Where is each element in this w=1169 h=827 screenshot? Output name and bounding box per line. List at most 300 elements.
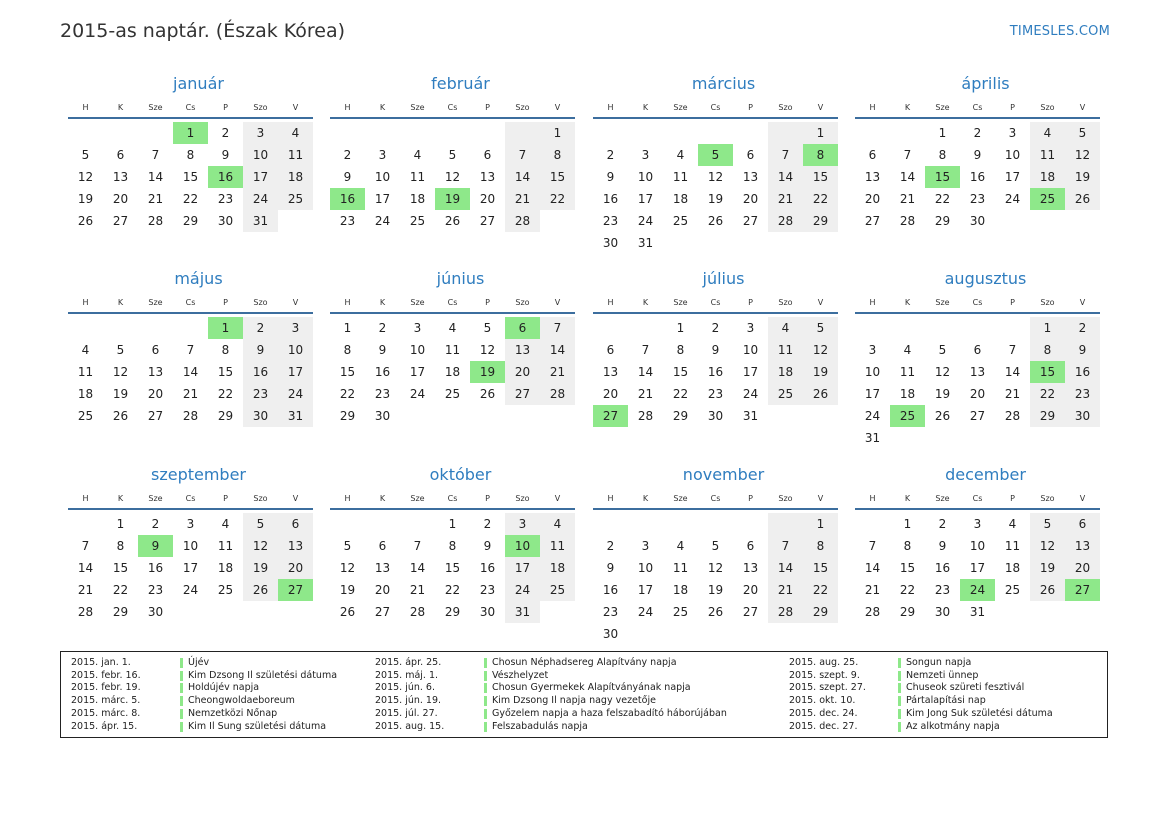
day-cell: 31 xyxy=(505,601,540,623)
weekday-label: Szo xyxy=(515,298,530,307)
day-cell: 20 xyxy=(147,387,164,401)
weekday-label: H xyxy=(869,103,876,112)
days-grid xyxy=(330,513,575,623)
day-cell: 1 xyxy=(343,321,352,335)
day-cell: 28 xyxy=(77,605,94,619)
day-cell: 17 xyxy=(409,365,426,379)
empty-day-cell xyxy=(995,317,1030,339)
empty-day-cell xyxy=(663,122,698,144)
day-cell: 11 xyxy=(672,170,689,184)
month-calendar xyxy=(330,464,575,623)
day-cell: 24 xyxy=(505,579,540,601)
day-cell: 18 xyxy=(77,387,94,401)
holiday-name: Nemzeti ünnep xyxy=(906,669,979,681)
holiday-list xyxy=(60,651,1108,738)
holiday-row xyxy=(789,657,1053,670)
day-cell: 30 xyxy=(969,214,986,228)
day-cell: 13 xyxy=(1065,535,1100,557)
day-cell: 5 xyxy=(243,513,278,535)
day-cell: 19 xyxy=(707,583,724,597)
day-cell: 14 xyxy=(540,339,575,361)
weekday-label: Sze xyxy=(673,103,688,112)
day-cell: 9 xyxy=(378,343,387,357)
day-cell: 26 xyxy=(444,214,461,228)
holiday-date: 2015. szept. 27. xyxy=(789,682,866,694)
holiday-column xyxy=(71,657,337,733)
weekday-label: H xyxy=(607,103,614,112)
day-cell: 17 xyxy=(969,561,986,575)
day-cell: 7 xyxy=(641,343,650,357)
holiday-name: Felszabadulás napja xyxy=(492,720,588,732)
day-cell: 29 xyxy=(112,605,129,619)
day-cell: 4 xyxy=(448,321,457,335)
day-cell: 3 xyxy=(1008,126,1017,140)
day-cell: 12 xyxy=(1065,144,1100,166)
weekday-header xyxy=(593,99,838,119)
day-cell: 4 xyxy=(676,148,685,162)
day-cell: 5 xyxy=(711,539,720,553)
day-cell: 11 xyxy=(540,535,575,557)
day-cell: 2 xyxy=(221,126,230,140)
day-cell: 30 xyxy=(934,605,951,619)
day-cell: 13 xyxy=(112,170,129,184)
empty-day-cell xyxy=(855,513,890,535)
day-cell: 26 xyxy=(243,579,278,601)
weekday-label: Szo xyxy=(778,298,793,307)
day-cell: 19 xyxy=(1030,557,1065,579)
day-cell: 27 xyxy=(742,214,759,228)
day-cell: 15 xyxy=(444,561,461,575)
day-cell: 29 xyxy=(803,210,838,232)
day-cell: 2 xyxy=(378,321,387,335)
day-cell: 2 xyxy=(151,517,160,531)
weekday-label: Sze xyxy=(148,298,163,307)
day-cell: 13 xyxy=(278,535,313,557)
day-cell: 17 xyxy=(505,557,540,579)
weekday-label: V xyxy=(292,103,299,112)
holiday-row xyxy=(789,721,1053,734)
holiday-marker xyxy=(180,722,183,732)
day-cell: 2 xyxy=(343,148,352,162)
holiday-name: Kim Jong Suk születési dátuma xyxy=(906,707,1053,719)
day-cell: 6 xyxy=(378,539,387,553)
day-cell: 20 xyxy=(278,557,313,579)
month-calendar xyxy=(68,73,313,232)
weekday-label: K xyxy=(904,103,911,112)
weekday-label: Sze xyxy=(410,103,425,112)
day-cell: 5 xyxy=(483,321,492,335)
holiday-date: 2015. okt. 10. xyxy=(789,695,856,707)
day-cell: 21 xyxy=(1004,387,1021,401)
weekday-label: Szo xyxy=(778,103,793,112)
holiday-name: Chosun Néphadsereg Alapítvány napja xyxy=(492,657,677,668)
day-cell: 7 xyxy=(768,144,803,166)
day-cell: 1 xyxy=(803,122,838,144)
day-cell: 4 xyxy=(676,539,685,553)
day-cell: 2 xyxy=(938,517,947,531)
holiday-day-cell: 15 xyxy=(925,166,960,188)
weekday-label: K xyxy=(117,298,124,307)
day-cell: 23 xyxy=(217,192,234,206)
day-cell: 10 xyxy=(409,343,426,357)
holiday-day-cell: 27 xyxy=(278,579,313,601)
day-cell: 20 xyxy=(112,192,129,206)
days-grid xyxy=(593,122,838,254)
day-cell: 28 xyxy=(505,210,540,232)
day-cell: 24 xyxy=(409,387,426,401)
day-cell: 3 xyxy=(641,539,650,553)
weekday-label: H xyxy=(607,298,614,307)
day-cell: 15 xyxy=(217,365,234,379)
day-cell: 26 xyxy=(803,383,838,405)
site-link[interactable]: TIMESLES.COM xyxy=(1009,24,1110,39)
weekday-label: K xyxy=(379,298,386,307)
day-cell: 23 xyxy=(707,387,724,401)
holiday-marker xyxy=(898,696,901,706)
day-cell: 22 xyxy=(1030,383,1065,405)
day-cell: 8 xyxy=(803,535,838,557)
day-cell: 14 xyxy=(768,557,803,579)
day-cell: 24 xyxy=(742,387,759,401)
day-cell: 23 xyxy=(374,387,391,401)
day-cell: 25 xyxy=(409,214,426,228)
day-cell: 11 xyxy=(409,170,426,184)
day-cell: 2 xyxy=(483,517,492,531)
empty-day-cell xyxy=(593,317,628,339)
empty-day-cell xyxy=(330,513,365,535)
day-cell: 28 xyxy=(409,605,426,619)
weekday-label: P xyxy=(485,103,490,112)
day-cell: 25 xyxy=(672,214,689,228)
empty-day-cell xyxy=(768,513,803,535)
day-cell: 28 xyxy=(899,214,916,228)
weekday-label: Szo xyxy=(1040,103,1055,112)
day-cell: 26 xyxy=(479,387,496,401)
day-cell: 14 xyxy=(147,170,164,184)
day-cell: 10 xyxy=(637,170,654,184)
holiday-row xyxy=(71,708,337,721)
day-cell: 25 xyxy=(217,583,234,597)
weekday-header xyxy=(855,294,1100,314)
month-name: augusztus xyxy=(944,269,1027,288)
day-cell: 25 xyxy=(1004,583,1021,597)
day-cell: 17 xyxy=(637,192,654,206)
month-name: május xyxy=(174,269,223,288)
day-cell: 10 xyxy=(864,365,881,379)
day-cell: 22 xyxy=(217,387,234,401)
day-cell: 10 xyxy=(374,170,391,184)
day-cell: 23 xyxy=(479,583,496,597)
day-cell: 11 xyxy=(278,144,313,166)
day-cell: 10 xyxy=(1004,148,1021,162)
holiday-row xyxy=(789,708,1053,721)
day-cell: 9 xyxy=(606,170,615,184)
day-cell: 8 xyxy=(116,539,125,553)
day-cell: 28 xyxy=(637,409,654,423)
holiday-day-cell: 16 xyxy=(208,166,243,188)
day-cell: 5 xyxy=(343,539,352,553)
weekday-label: Szo xyxy=(1040,494,1055,503)
weekday-header xyxy=(68,490,313,510)
day-cell: 2 xyxy=(606,148,615,162)
day-cell: 10 xyxy=(243,144,278,166)
holiday-column xyxy=(375,657,727,733)
day-cell: 26 xyxy=(339,605,356,619)
day-cell: 19 xyxy=(112,387,129,401)
day-cell: 20 xyxy=(479,192,496,206)
day-cell: 24 xyxy=(278,383,313,405)
day-cell: 11 xyxy=(1030,144,1065,166)
day-cell: 3 xyxy=(278,317,313,339)
weekday-label: K xyxy=(379,103,386,112)
holiday-marker xyxy=(898,683,901,693)
day-cell: 13 xyxy=(505,339,540,361)
empty-day-cell xyxy=(925,317,960,339)
day-cell: 25 xyxy=(540,579,575,601)
day-cell: 6 xyxy=(746,539,755,553)
day-cell: 11 xyxy=(1004,539,1021,553)
holiday-marker xyxy=(180,683,183,693)
day-cell: 1 xyxy=(116,517,125,531)
holiday-row xyxy=(71,695,337,708)
weekday-label: V xyxy=(1079,103,1086,112)
day-cell: 5 xyxy=(803,317,838,339)
day-cell: 11 xyxy=(77,365,94,379)
weekday-label: H xyxy=(344,298,351,307)
day-cell: 9 xyxy=(483,539,492,553)
holiday-day-cell: 16 xyxy=(330,188,365,210)
day-cell: 15 xyxy=(182,170,199,184)
day-cell: 27 xyxy=(742,605,759,619)
day-cell: 7 xyxy=(868,539,877,553)
holiday-marker xyxy=(898,658,901,668)
day-cell: 7 xyxy=(186,343,195,357)
day-cell: 17 xyxy=(374,192,391,206)
day-cell: 27 xyxy=(505,383,540,405)
day-cell: 17 xyxy=(278,361,313,383)
day-cell: 12 xyxy=(934,365,951,379)
weekday-header xyxy=(593,294,838,314)
day-cell: 16 xyxy=(934,561,951,575)
holiday-marker xyxy=(484,671,487,681)
day-cell: 24 xyxy=(1004,192,1021,206)
day-cell: 19 xyxy=(339,583,356,597)
day-cell: 1 xyxy=(903,517,912,531)
empty-day-cell xyxy=(733,513,768,535)
day-cell: 8 xyxy=(903,539,912,553)
weekday-header xyxy=(855,490,1100,510)
day-cell: 24 xyxy=(864,409,881,423)
day-cell: 14 xyxy=(637,365,654,379)
day-cell: 16 xyxy=(243,361,278,383)
weekday-label: Sze xyxy=(148,103,163,112)
holiday-day-cell: 27 xyxy=(1065,579,1100,601)
day-cell: 24 xyxy=(637,214,654,228)
holiday-date: 2015. márc. 5. xyxy=(71,695,141,707)
day-cell: 8 xyxy=(221,343,230,357)
weekday-label: K xyxy=(117,103,124,112)
weekday-label: Cs xyxy=(185,494,196,503)
day-cell: 8 xyxy=(343,343,352,357)
day-cell: 8 xyxy=(186,148,195,162)
day-cell: 12 xyxy=(444,170,461,184)
day-cell: 6 xyxy=(746,148,755,162)
day-cell: 18 xyxy=(409,192,426,206)
empty-day-cell xyxy=(890,317,925,339)
holiday-name: Pártalapítási nap xyxy=(906,695,986,707)
days-grid xyxy=(68,317,313,427)
day-cell: 22 xyxy=(182,192,199,206)
holiday-name: Nemzetközi Nőnap xyxy=(188,707,278,719)
holiday-row xyxy=(789,670,1053,683)
holiday-date: 2015. dec. 27. xyxy=(789,720,858,732)
day-cell: 17 xyxy=(182,561,199,575)
holiday-marker xyxy=(484,722,487,732)
day-cell: 28 xyxy=(1004,409,1021,423)
days-grid xyxy=(855,122,1100,232)
empty-day-cell xyxy=(365,122,400,144)
day-cell: 29 xyxy=(672,409,689,423)
day-cell: 21 xyxy=(768,579,803,601)
day-cell: 30 xyxy=(602,236,619,250)
day-cell: 29 xyxy=(182,214,199,228)
weekday-label: P xyxy=(748,494,753,503)
day-cell: 20 xyxy=(602,387,619,401)
day-cell: 28 xyxy=(768,210,803,232)
day-cell: 18 xyxy=(768,361,803,383)
day-cell: 6 xyxy=(278,513,313,535)
month-name: március xyxy=(691,74,756,93)
month-calendar xyxy=(68,464,313,623)
day-cell: 20 xyxy=(374,583,391,597)
holiday-day-cell: 27 xyxy=(593,405,628,427)
empty-day-cell xyxy=(365,513,400,535)
day-cell: 11 xyxy=(672,561,689,575)
day-cell: 3 xyxy=(505,513,540,535)
holiday-date: 2015. márc. 8. xyxy=(71,707,141,719)
day-cell: 30 xyxy=(707,409,724,423)
day-cell: 1 xyxy=(803,513,838,535)
day-cell: 15 xyxy=(899,561,916,575)
day-cell: 20 xyxy=(1065,557,1100,579)
days-grid xyxy=(330,317,575,427)
weekday-label: Szo xyxy=(253,103,268,112)
day-cell: 5 xyxy=(1065,122,1100,144)
day-cell: 21 xyxy=(147,192,164,206)
page-title: 2015-as naptár. (Észak Kórea) xyxy=(60,20,346,42)
day-cell: 19 xyxy=(803,361,838,383)
day-cell: 7 xyxy=(505,144,540,166)
day-cell: 27 xyxy=(112,214,129,228)
month-calendar xyxy=(855,268,1100,449)
holiday-row xyxy=(375,695,727,708)
empty-day-cell xyxy=(68,317,103,339)
day-cell: 19 xyxy=(243,557,278,579)
empty-day-cell xyxy=(103,317,138,339)
holiday-day-cell: 10 xyxy=(505,535,540,557)
weekday-header xyxy=(330,490,575,510)
holiday-day-cell: 19 xyxy=(435,188,470,210)
day-cell: 3 xyxy=(186,517,195,531)
day-cell: 22 xyxy=(672,387,689,401)
empty-day-cell xyxy=(628,513,663,535)
day-cell: 5 xyxy=(1030,513,1065,535)
empty-day-cell xyxy=(505,122,540,144)
weekday-header xyxy=(855,99,1100,119)
month-calendar xyxy=(330,73,575,232)
day-cell: 17 xyxy=(637,583,654,597)
weekday-label: K xyxy=(379,494,386,503)
day-cell: 12 xyxy=(479,343,496,357)
empty-day-cell xyxy=(628,317,663,339)
day-cell: 25 xyxy=(444,387,461,401)
day-cell: 7 xyxy=(1008,343,1017,357)
days-grid xyxy=(593,513,838,645)
day-cell: 16 xyxy=(479,561,496,575)
holiday-date: 2015. jan. 1. xyxy=(71,657,131,668)
day-cell: 2 xyxy=(1065,317,1100,339)
holiday-marker xyxy=(180,709,183,719)
day-cell: 30 xyxy=(243,405,278,427)
day-cell: 29 xyxy=(444,605,461,619)
day-cell: 20 xyxy=(969,387,986,401)
day-cell: 26 xyxy=(707,214,724,228)
weekday-label: Cs xyxy=(710,494,721,503)
month-name: október xyxy=(429,465,492,484)
weekday-label: Cs xyxy=(185,298,196,307)
month-name: december xyxy=(945,465,1026,484)
days-grid xyxy=(855,317,1100,449)
day-cell: 13 xyxy=(864,170,881,184)
day-cell: 23 xyxy=(934,583,951,597)
day-cell: 17 xyxy=(742,365,759,379)
day-cell: 16 xyxy=(602,192,619,206)
day-cell: 30 xyxy=(374,409,391,423)
days-grid xyxy=(593,317,838,427)
day-cell: 4 xyxy=(278,122,313,144)
holiday-date: 2015. febr. 19. xyxy=(71,682,141,694)
empty-day-cell xyxy=(663,513,698,535)
day-cell: 7 xyxy=(768,535,803,557)
day-cell: 9 xyxy=(243,339,278,361)
empty-day-cell xyxy=(138,317,173,339)
day-cell: 2 xyxy=(243,317,278,339)
day-cell: 3 xyxy=(973,517,982,531)
empty-day-cell xyxy=(698,513,733,535)
holiday-day-cell: 8 xyxy=(803,144,838,166)
day-cell: 22 xyxy=(339,387,356,401)
holiday-marker xyxy=(898,722,901,732)
day-cell: 13 xyxy=(374,561,391,575)
day-cell: 9 xyxy=(1065,339,1100,361)
empty-day-cell xyxy=(698,122,733,144)
day-cell: 9 xyxy=(938,539,947,553)
weekday-header xyxy=(593,490,838,510)
holiday-name: Chosun Gyermekek Alapítványának napja xyxy=(492,682,691,694)
day-cell: 30 xyxy=(479,605,496,619)
weekday-label: Szo xyxy=(515,494,530,503)
empty-day-cell xyxy=(103,122,138,144)
holiday-row xyxy=(375,682,727,695)
day-cell: 15 xyxy=(112,561,129,575)
day-cell: 22 xyxy=(899,583,916,597)
days-grid xyxy=(855,513,1100,623)
holiday-day-cell: 5 xyxy=(698,144,733,166)
day-cell: 5 xyxy=(116,343,125,357)
holiday-row xyxy=(71,682,337,695)
holiday-row xyxy=(375,670,727,683)
day-cell: 21 xyxy=(77,583,94,597)
